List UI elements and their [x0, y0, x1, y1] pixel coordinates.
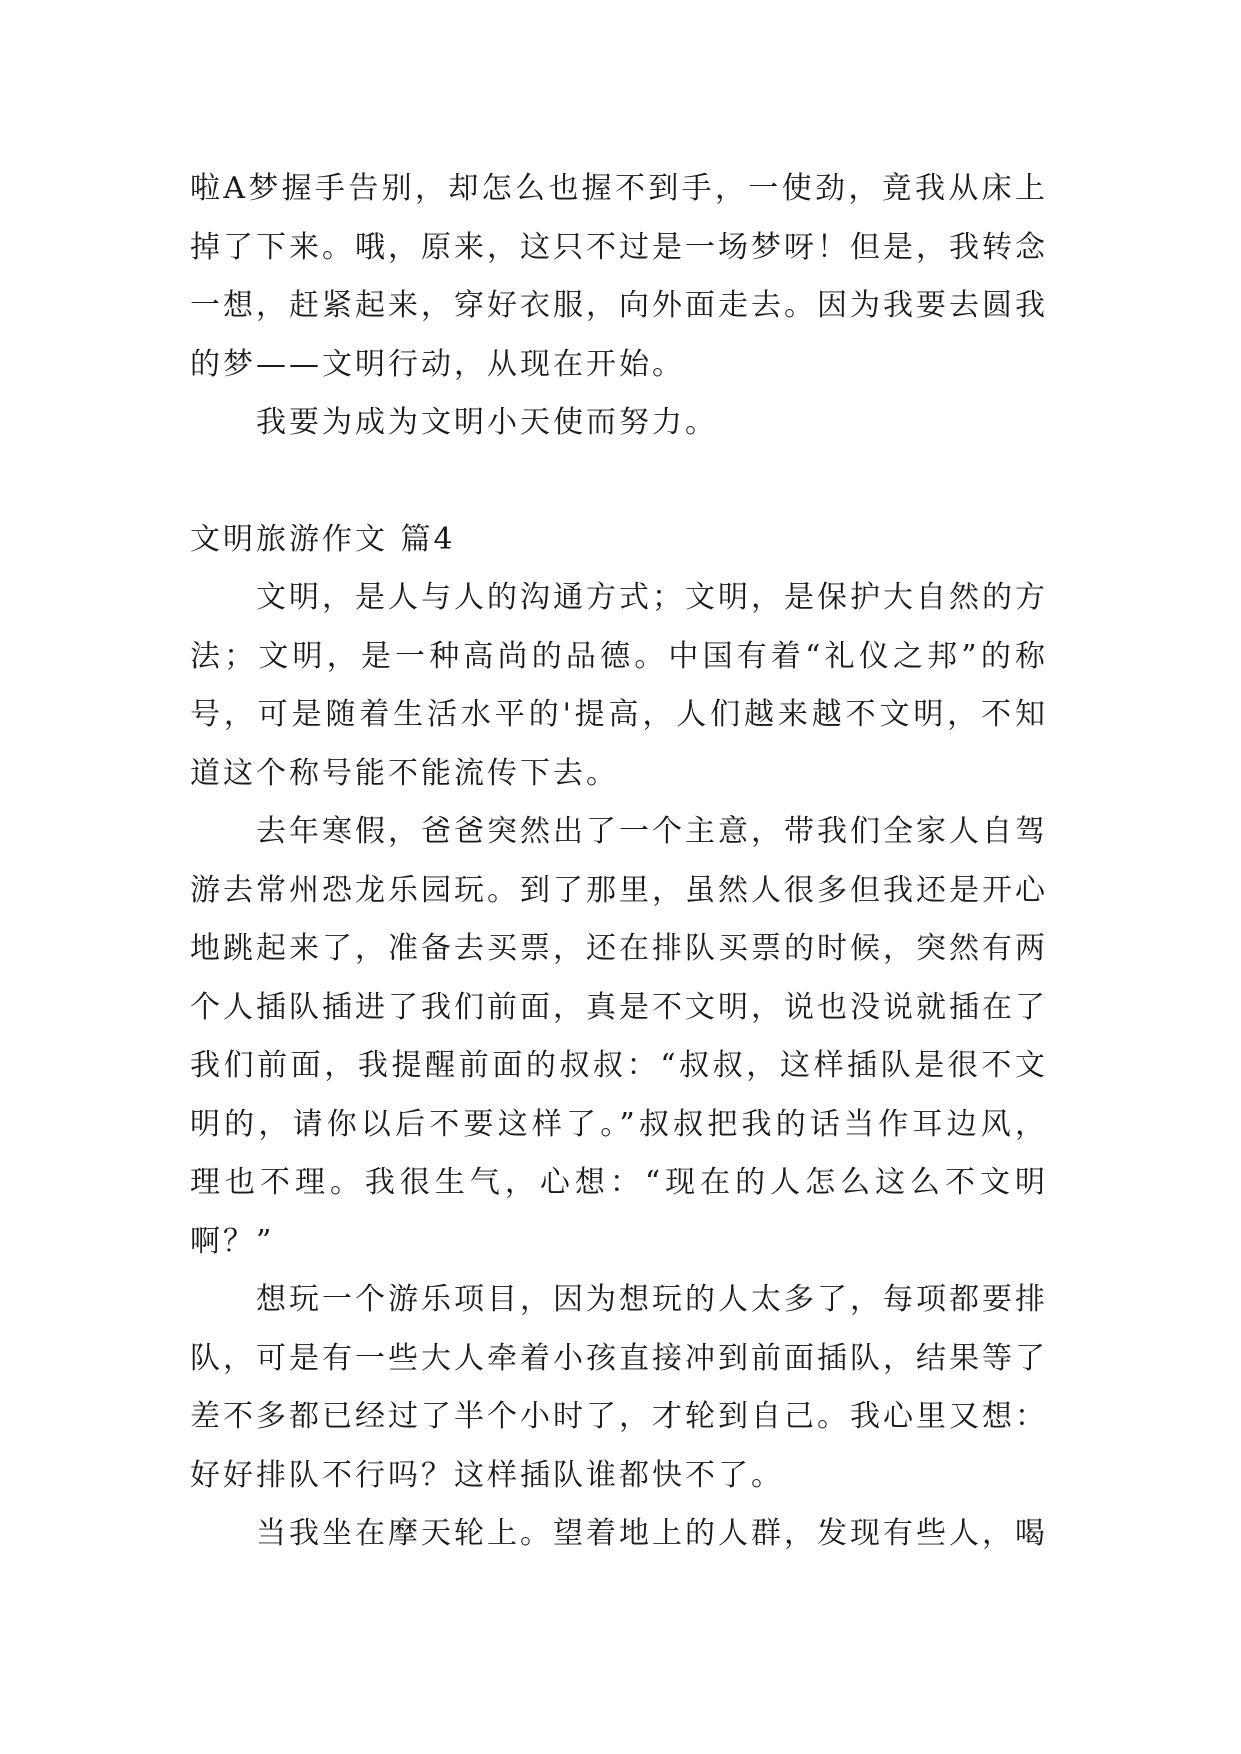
paragraph-4: 当我坐在摩天轮上。望着地上的人群，发现有些人，喝: [256, 1516, 1048, 1551]
section-heading: 文明旅游作文 篇4: [190, 521, 456, 557]
document-page: [190, 160, 1048, 1564]
paragraph-continuation: 啦A梦握手告别，却怎么也握不到手，一使劲，竟我从床上掉了下来。哦，原来，这只不过是一场梦呀！但是，我转念一想，赶紧起来，穿好衣服，向外面走去。因为我要去圆我的梦——文明行动，从现在开始。: [190, 171, 1048, 382]
paragraph-2: 去年寒假，爸爸突然出了一个主意，带我们全家人自驾游去常州恐龙乐园玩。到了那里，虽然人很多但我还是开心地跳起来了，准备去买票，还在排队买票的时候，突然有两个人插队插进了我们前面，真是不文明，说也没说就插在了我们前面，我提醒前面的叔叔：“叔叔，这样插队是很不文明的，请你以后不要这样了。”叔叔把我的话当作耳边风，理也不理。我很生气，心想：“现在的人怎么这么不文明啊？”: [190, 814, 1048, 1259]
paragraph-closing: 我要为成为文明小天使而努力。: [256, 405, 718, 440]
paragraph-1: 文明，是人与人的沟通方式；文明，是保护大自然的方法；文明，是一种高尚的品德。中国有着“礼仪之邦”的称号，可是随着生活水平的'提高，人们越来越不文明，不知道这个称号能不能流传下去。: [190, 580, 1048, 791]
paragraph-3: 想玩一个游乐项目，因为想玩的人太多了，每项都要排队，可是有一些大人牵着小孩直接冲到前面插队，结果等了差不多都已经过了半个小时了，才轮到自己。我心里又想：好好排队不行吗？这样插队谁都快不了。: [190, 1282, 1048, 1493]
